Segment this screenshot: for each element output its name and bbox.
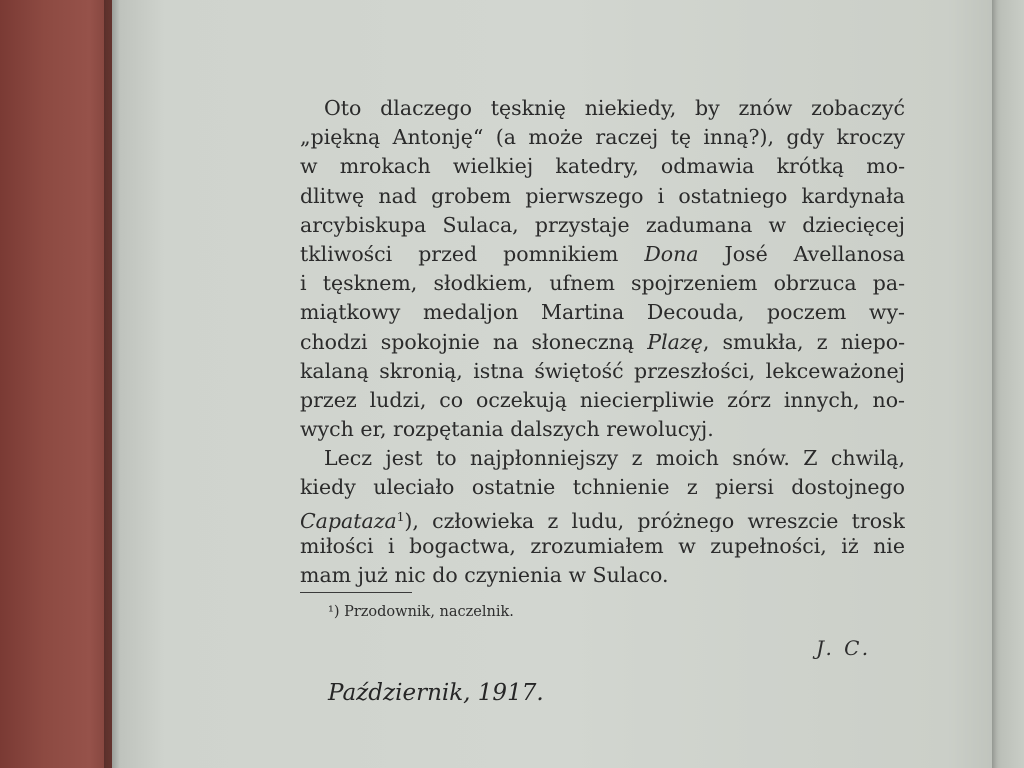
text-line: kiedy uleciało ostatnie tchnienie z piersi dostojnego	[300, 475, 905, 500]
italic-word: Plazę	[647, 329, 703, 354]
author-initials: J. C.	[816, 636, 872, 660]
italic-word: Dona	[644, 241, 699, 266]
text-line: „piękną Antonję“ (a może raczej tę inną?), gdy kroczy	[300, 125, 905, 150]
text-line: arcybiskupa Sulaca, przystaje zadumana w dziecięcej	[300, 212, 905, 237]
footnote-text: Przodownik, naczelnik.	[344, 604, 514, 620]
text-line: miłości i bogactwa, zrozumiałem w zupełności, iż nie	[300, 533, 905, 558]
text-line: miątkowy medaljon Martina Decouda, poczem wy-	[300, 300, 905, 325]
text-line: mam już nic do czynienia w Sulaco.	[300, 563, 669, 587]
footnote-marker: ¹)	[328, 604, 340, 620]
date-line: Październik, 1917.	[328, 680, 544, 706]
text-line: przez ludzi, co oczekują niecierpliwie zórz innych, no-	[300, 387, 905, 412]
main-text	[300, 94, 905, 590]
text-line: tkliwości przed pomnikiem Dona José Avellanosa	[300, 241, 905, 266]
text-line: Oto dlaczego tęsknię niekiedy, by znów zobaczyć	[324, 96, 905, 120]
text-line: kalaną skronią, istna świętość przeszłości, lekceważonej	[300, 358, 905, 383]
binding-shadow	[104, 0, 120, 768]
footnote-rule	[300, 592, 412, 593]
book-cover-binding	[0, 0, 112, 768]
text-line: w mrokach wielkiej katedry, odmawia krótką mo-	[300, 154, 905, 179]
footnote	[328, 604, 514, 620]
text-line: chodzi spokojnie na słoneczną Plazę, smukła, z niepo-	[300, 329, 905, 354]
footnote-ref: 1	[396, 509, 405, 524]
text-line: dlitwę nad grobem pierwszego i ostatniego kardynała	[300, 183, 905, 208]
text-line: i tęsknem, słodkiem, ufnem spojrzeniem obrzuca pa-	[300, 271, 905, 296]
text-line: Lecz jest to najpłonniejszy z moich snów. Z chwilą,	[324, 446, 905, 471]
italic-word: Capataza	[300, 508, 397, 532]
text-line: Capataza$^1$), człowieka z ludu, próżnego wreszcie trosk	[300, 508, 905, 532]
text-line: wych er, rozpętania dalszych rewolucyj.	[300, 417, 714, 442]
